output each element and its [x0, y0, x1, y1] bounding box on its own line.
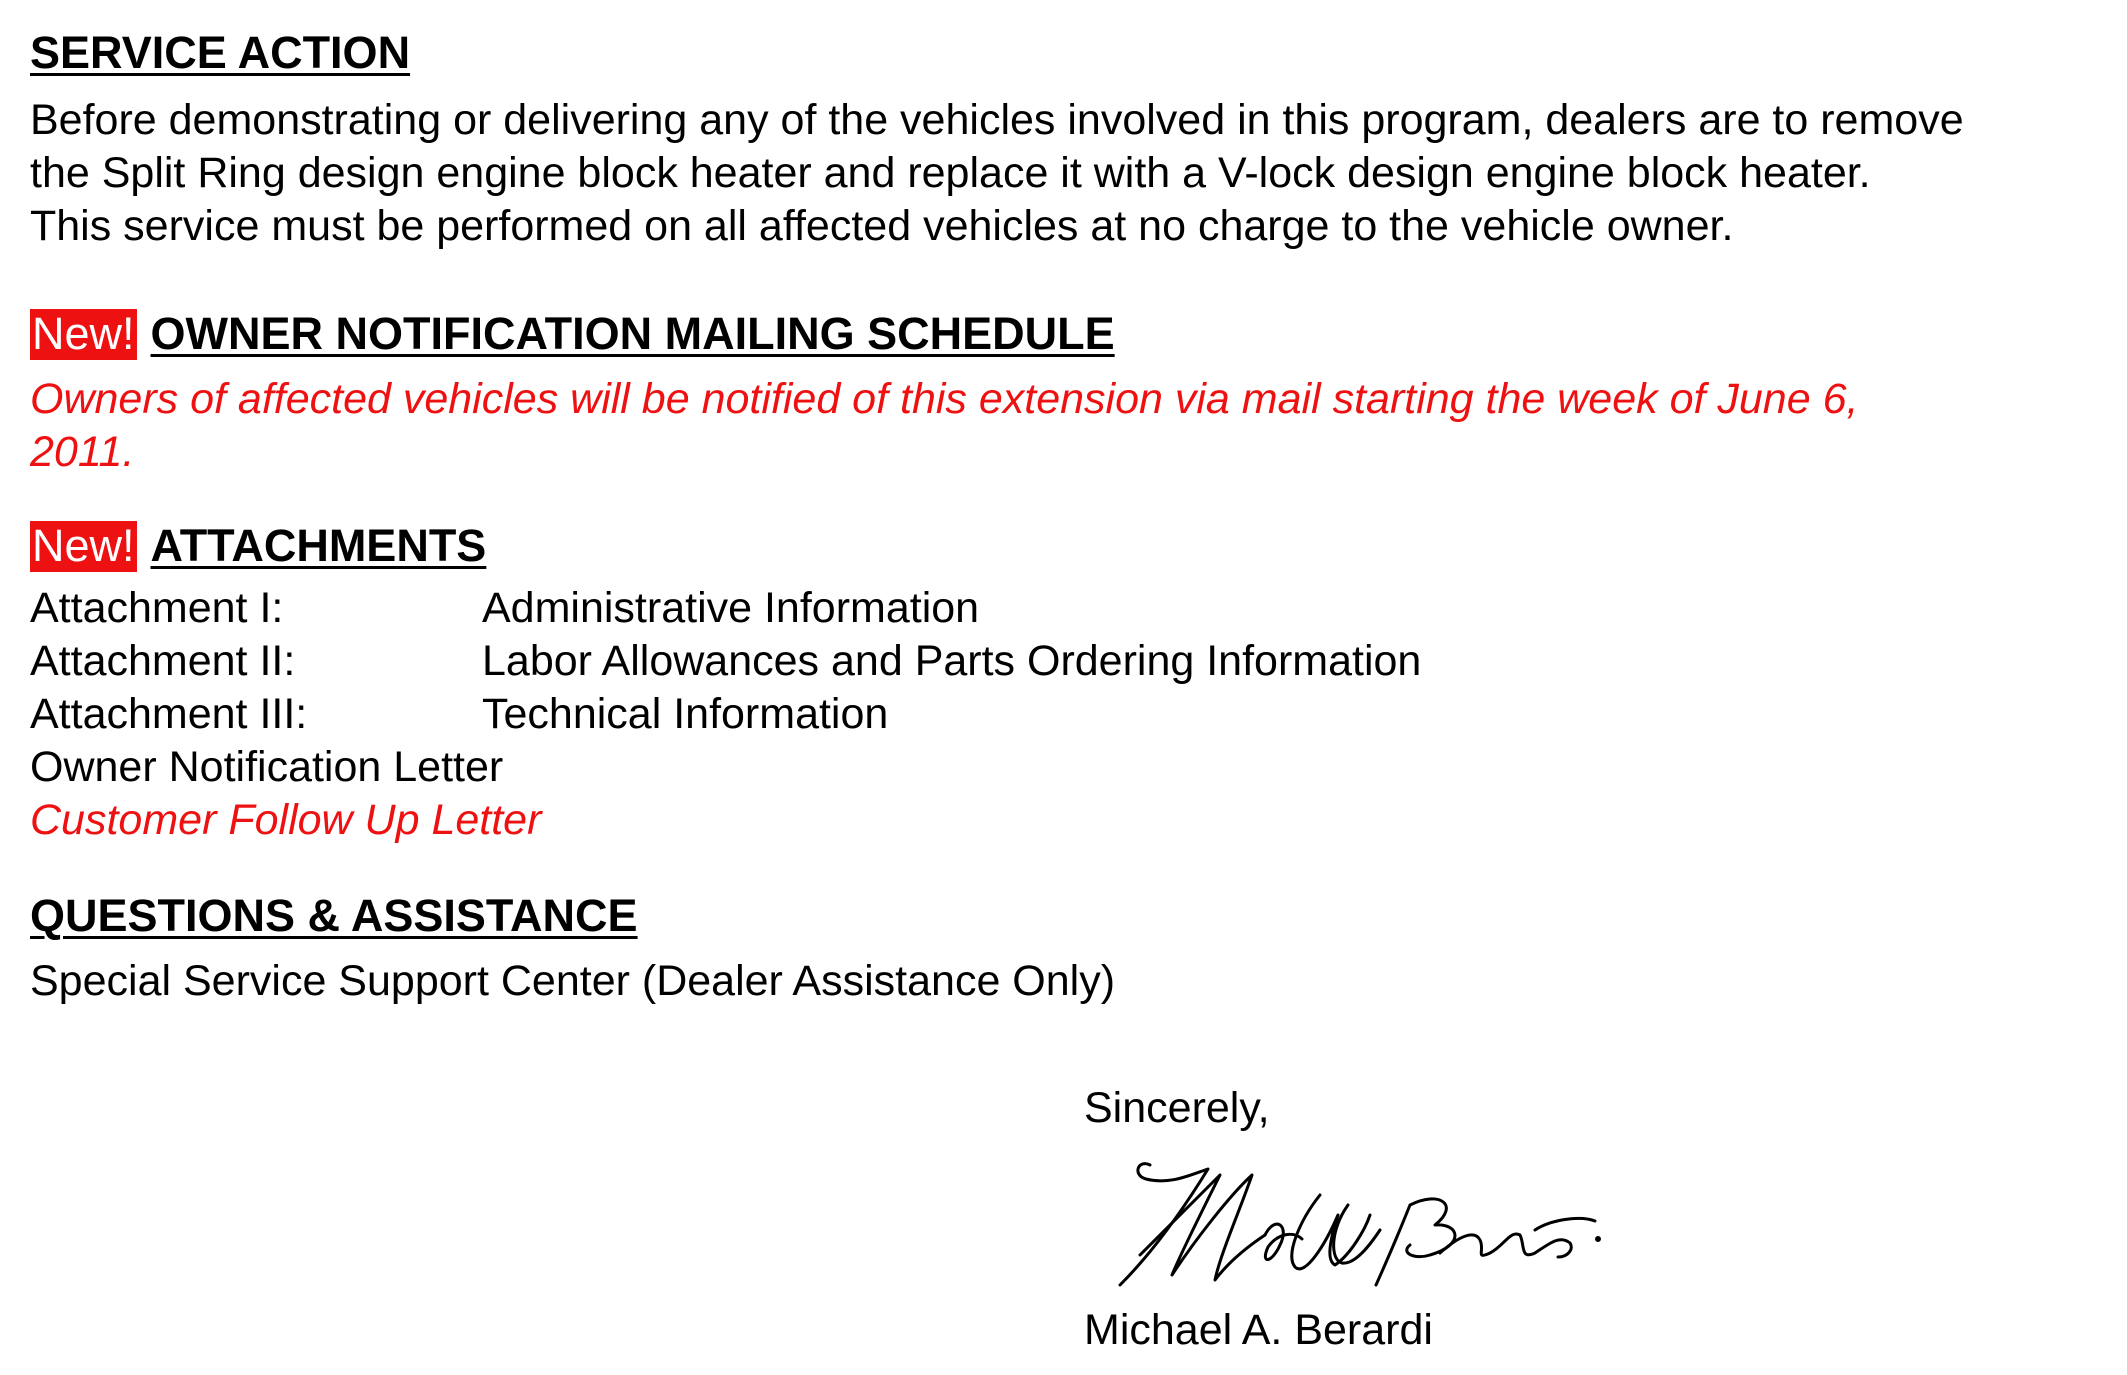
salutation: Sincerely,: [1084, 1084, 1270, 1132]
questions-heading: QUESTIONS & ASSISTANCE: [30, 890, 638, 941]
attachment-title: Administrative Information: [482, 584, 980, 632]
customer-follow-up-letter-item: Customer Follow Up Letter: [30, 796, 542, 844]
attachment-title: Technical Information: [482, 690, 889, 738]
new-badge: New!: [32, 308, 135, 359]
service-action-line-1: Before demonstrating or delivering any of the vehicles involved in this program, dealers are to remove: [30, 96, 1964, 144]
owner-notification-heading: OWNER NOTIFICATION MAILING SCHEDULE: [150, 308, 1115, 359]
attachments-heading-row: [30, 521, 486, 572]
owner-notification-heading-row: [30, 309, 1115, 360]
service-action-line-2: the Split Ring design engine block heater and replace it with a V-lock design engine block heater.: [30, 149, 1871, 197]
service-action-heading: SERVICE ACTION: [30, 27, 411, 78]
signer-name: Michael A. Berardi: [1084, 1306, 1433, 1354]
attachment-label: Attachment II:: [30, 637, 296, 685]
owner-notification-letter-item: Owner Notification Letter: [30, 743, 504, 791]
attachment-label: Attachment III:: [30, 690, 308, 738]
owner-notification-line-1: Owners of affected vehicles will be notified of this extension via mail starting the week of June 6,: [30, 375, 1859, 423]
attachments-heading: ATTACHMENTS: [150, 520, 487, 571]
handwritten-signature: [1080, 1135, 1610, 1305]
attachment-label: Attachment I:: [30, 584, 284, 632]
owner-notification-line-2: 2011.: [30, 428, 135, 476]
attachment-title: Labor Allowances and Parts Ordering Information: [482, 637, 1422, 685]
questions-line: Special Service Support Center (Dealer Assistance Only): [30, 957, 1116, 1005]
new-badge: New!: [32, 520, 135, 571]
service-action-line-3: This service must be performed on all affected vehicles at no charge to the vehicle owner.: [30, 202, 1734, 250]
